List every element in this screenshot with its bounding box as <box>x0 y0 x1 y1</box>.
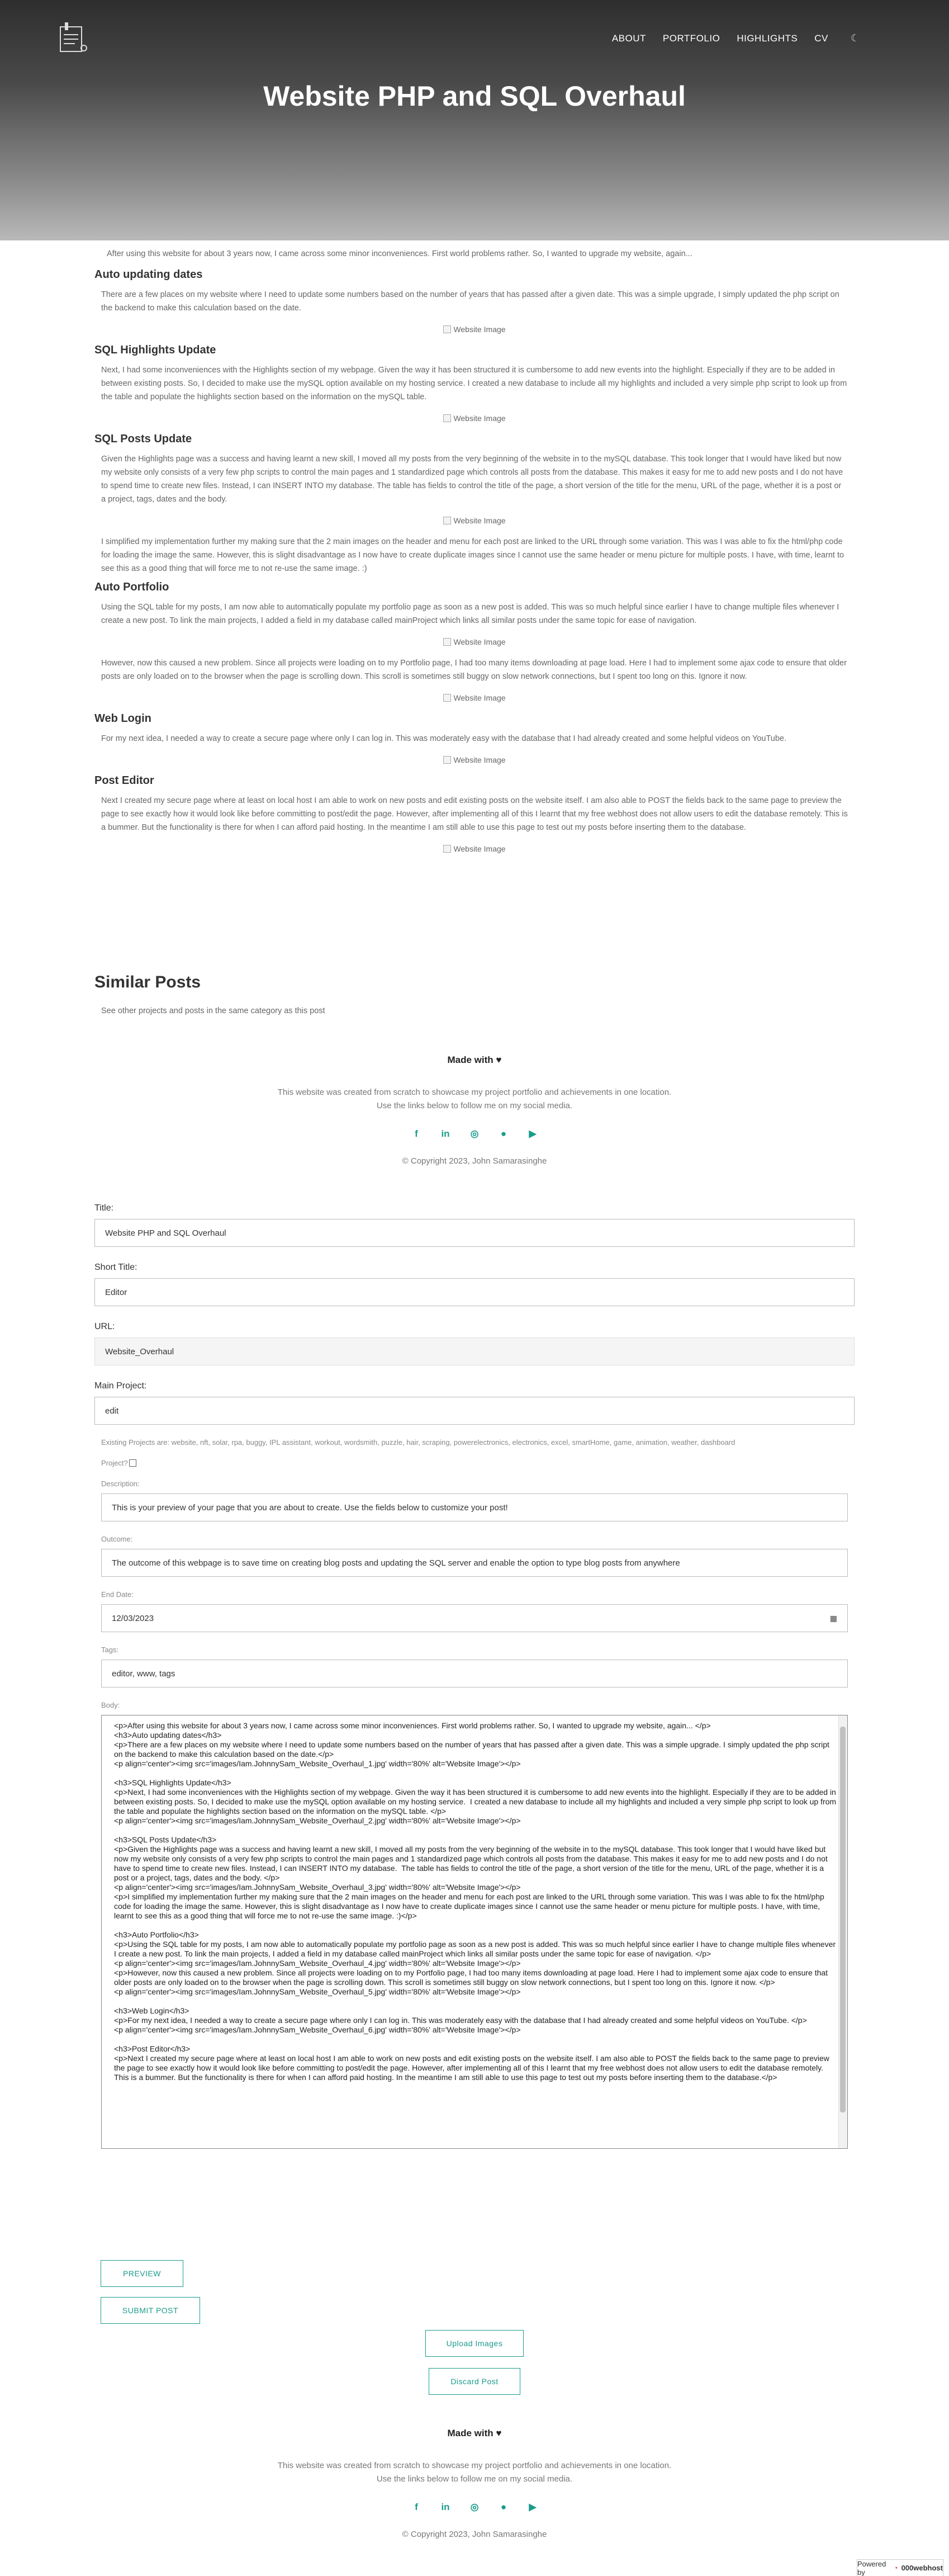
similar-posts <box>94 973 855 1018</box>
facebook-icon[interactable]: f <box>415 2502 418 2512</box>
upload-images-button[interactable]: Upload Images <box>425 2330 524 2357</box>
url-label: URL: <box>94 1322 115 1331</box>
section-heading: SQL Highlights Update <box>94 344 216 356</box>
section-heading: Auto updating dates <box>94 268 203 281</box>
nav-cv[interactable]: CV <box>814 32 828 44</box>
description-label: Description: <box>101 1480 140 1488</box>
section-heading: SQL Posts Update <box>94 433 192 445</box>
post-editor-form <box>94 1203 855 2149</box>
section-paragraph: I simplified my implementation further my making sure that the 2 main images on the header and menu for each post are linked to the URL through some variation. This was I was able to fix the html/php code for loading the image the same. However, this is slight disadvantage as I now have to create duplicate images since I cannot use the same header or menu picture for multiple posts. I have, with time, learnt to see this as a good thing that will force me to not re-use the same image. :) <box>101 537 844 573</box>
nav-highlights[interactable]: HIGHLIGHTS <box>737 32 798 44</box>
broken-image-icon <box>443 756 451 764</box>
github-icon[interactable]: ● <box>500 1128 507 1139</box>
linkedin-icon[interactable]: in <box>441 1128 450 1139</box>
webhost-badge[interactable]: Powered by ◔ 000webhost <box>857 2559 943 2576</box>
tags-label: Tags: <box>101 1646 119 1654</box>
section-paragraph: Given the Highlights page was a success and having learnt a new skill, I moved all my posts from the very beginning of the website in to the mySQL database. This took longer that I would have liked but now my website only consists of a very few php scripts to control the main pages and 1 standardized page which controls all posts from the database. This makes it easy for me to add new posts and I do not have to spend time to create new files. Instead, I can INSERT INTO my database. The table has fields to control the title of the page, a short version of the title for the menu, URL of the page, whether it is a post or a project, tags, dates and the body. <box>101 455 843 504</box>
section-paragraph: There are a few places on my website where I need to update some numbers based on the number of years that has passed after a given date. This was a simple upgrade, I simply updated the php script on the backend to make this calculation based on the date. <box>101 290 839 313</box>
similar-title: Similar Posts <box>94 973 201 991</box>
footer <box>0 1055 949 1166</box>
discard-post-button[interactable]: Discard Post <box>429 2368 520 2395</box>
footer-bottom <box>0 2428 949 2539</box>
post-image: Website Image <box>94 844 855 853</box>
project-checkbox[interactable] <box>129 1459 136 1467</box>
post-image: Website Image <box>94 637 855 646</box>
moon-icon[interactable]: ☾ <box>850 32 860 44</box>
broken-image-icon <box>443 694 451 702</box>
made-with: Made with ♥ <box>447 2428 502 2438</box>
post-image: Website Image <box>94 414 855 423</box>
heart-icon: ♥ <box>496 2428 502 2438</box>
post-image: Website Image <box>94 325 855 334</box>
tags-input[interactable]: editor, www, tags <box>101 1660 848 1688</box>
broken-image-icon <box>443 414 451 422</box>
short-title-input[interactable]: Editor <box>94 1278 855 1306</box>
post-image: Website Image <box>94 693 855 702</box>
heart-icon: ♥ <box>496 1055 502 1065</box>
body-textarea[interactable]: <p>After using this website for about 3 years now, I came across some minor inconveniences. First world problems rather. So, I wanted to upgrade my website, again... </p> <h3>Auto updating dates</h3> <p>There are a few places on my website where I need to update some numbers based on the number of years that has passed after a given date. This was a simple upgrade. I simply updated the php script on the backend to make this calculation based on the date.</p> <p align='center'><img src='images/Iam.JohnnySam_Website_Overhaul_1.jpg' width='80%' alt='Website Image'></p> <h3>SQL Highlights Update</h3> <p>Next, I had some inconveniences with the Highlights section of my webpage. Given the way it has been structured it is cumbersome to add new events into the highlight. Especially if they are to be added in between existing posts. So, I decided to make use the mySQL option available on my hosting service. I created a new database to include all my highlights and included a very simple php script to look up from the table and populate the highlights section based on the information on the mySQL table. </p> <p align='center'><img src='images/Iam.JohnnySam_Website_Overhaul_2.jpg' width='80%' alt='Website Image'></p> <h3>SQL Posts Update</h3> <p>Given the Highlights page was a success and having learnt a new skill, I moved all my posts from the very beginning of the website in to the mySQL database. This took longer that I would have liked but now my website only consists of a very few php scripts to control the main pages and 1 standardized page which controls all posts from the database. This makes it easy for me to add new posts and I do not have to spend time to create new files. Instead, I can INSERT INTO my database. The table has fields to control the title of the page, a short version of the title for the menu, URL of the page, whether it is a post or a project, tags, dates and the body. </p> <p align='center'><img src='images/Iam.JohnnySam_Website_Overhaul_3.jpg' width='80%' alt='Website Image'></p> <p>I simplified my implementation further my making sure that the 2 main images on the header and menu for each post are linked to the URL through some variation. This was I was able to fix the html/php code for loading the image the same. However, this is slight disadvantage as I now have to create duplicate images since I cannot use the same header or menu picture for multiple posts. I have, with time, learnt to see this as a good thing that will force me to not re-use the same image. :)</p> <h3>Auto Portfolio</h3> <p>Using the SQL table for my posts, I am now able to automatically populate my portfolio page as soon as a new post is added. This was so much helpful since earlier I have to change multiple files whenever I create a new post. To link the main projects, I added a field in my database called mainProject which links all similar posts under the same topic for ease of navigation. </p> <p align='center'><img src='images/Iam.JohnnySam_Website_Overhaul_4.jpg' width='80%' alt='Website Image'></p> <p>However, now this caused a new problem. Since all projects were loading on to my Portfolio page, I had too many items downloading at page load. Here I had to implement some ajax code to ensure that older posts are only loaded on to the browser when the page is scrolling down. This scroll is sometimes still buggy on slow network connections, but I spent too long on this. Ignore it now. </p> <p align='center'><img src='images/Iam.JohnnySam_Website_Overhaul_5.jpg' width='80%' alt='Website Image'></p> <h3>Web Login</h3> <p>For my next idea, I needed a way to create a secure page where only I can log in. This was moderately easy with the database that I had already created and some helpful videos on YouTube. </p> <p align='center'><img src='images/Iam.JohnnySam_Website_Overhaul_6.jpg' width='80%' alt='Website Image'></p> <h3>Post Editor</h3> <p>Next I created my secure page where at least on local host I am able to work on new posts and edit existing posts on the website itself. I am also able to POST the fields back to the same page to preview the page to see exactly how it would look like before committing to post/edit the page. However, after implementing all of this I learnt that my free webhost does not allow users to edit the database remotely. This is a bummer. But the functionality is there for when I can afford paid hosting. In the meantime I am still able to use this page to test out my posts before inserting them to the database.</p> <box>101 1715 848 2149</box>
section-paragraph: For my next idea, I needed a way to create a secure page where only I can log in. This was moderately easy with the database that I had already created and some helpful videos on YouTube. <box>101 734 786 743</box>
section-heading: Post Editor <box>94 774 154 787</box>
outcome-label: Outcome: <box>101 1535 133 1543</box>
title-input[interactable]: Website PHP and SQL Overhaul <box>94 1219 855 1247</box>
broken-image-icon <box>443 638 451 646</box>
section-paragraph: Using the SQL table for my posts, I am now able to automatically populate my portfolio page as soon as a new post is added. This was so much helpful since earlier I have to change multiple files whenever I create a new post. To link the main projects, I added a field in my database called mainProject which links all similar posts under the same topic for ease of navigation. <box>101 603 839 625</box>
url-input[interactable]: Website_Overhaul <box>94 1337 855 1365</box>
section-heading: Auto Portfolio <box>94 581 169 593</box>
instagram-icon[interactable]: ◎ <box>470 2502 479 2512</box>
section-paragraph: Next, I had some inconveniences with the Highlights section of my webpage. Given the way it has been structured it is cumbersome to add new events into the highlight. Especially if they are to be added in between existing posts. So, I decided to make use the mySQL option available on my hosting service. I created a new database to include all my highlights and included a very simple php script to look up from the table and populate the highlights section based on the information on the mySQL table. <box>101 366 847 401</box>
title-label: Title: <box>94 1203 114 1213</box>
similar-text: See other projects and posts in the same category as this post <box>101 1006 325 1015</box>
social-links <box>0 2502 949 2513</box>
copyright: © Copyright 2023, John Samarasinghe <box>402 2530 547 2539</box>
post-image: Website Image <box>94 516 855 525</box>
body-label: Body: <box>101 1701 120 1709</box>
broken-image-icon <box>443 517 451 524</box>
end-date-label: End Date: <box>101 1590 134 1599</box>
footer-desc: This website was created from scratch to showcase my project portfolio and achievements in one location. Use the links below to follow me on my social media. <box>277 1088 672 1110</box>
facebook-icon[interactable]: f <box>415 1128 418 1139</box>
preview-button[interactable]: PREVIEW <box>101 2260 183 2287</box>
post-intro: After using this website for about 3 years now, I came across some minor inconveniences. First world problems rather. So, I wanted to upgrade my website, again... <box>107 249 692 258</box>
nav-about[interactable]: ABOUT <box>611 32 646 44</box>
scrollbar[interactable] <box>838 1715 847 2148</box>
broken-image-icon <box>443 325 451 333</box>
section-paragraph: Next I created my secure page where at least on local host I am able to work on new posts and edit existing posts on the website itself. I am also able to POST the fields back to the same page to preview the page to see exactly how it would look like before committing to post/edit the page. However, after implementing all of this I learnt that my free webhost does not allow users to edit the database remotely. This is a bummer. But the functionality is there for when I can afford paid hosting. In the meantime I am still able to use this page to test out my posts before inserting them to the database. <box>101 796 848 832</box>
short-title-label: Short Title: <box>94 1263 137 1272</box>
section-paragraph: However, now this caused a new problem. Since all projects were loading on to my Portfolio page, I had too many items downloading at page load. Here I had to implement some ajax code to ensure that older posts are only loaded on to the browser when the page is scrolling down. This scroll is sometimes still buggy on slow network connections, but I spent too long on this. Ignore it now. <box>101 659 847 681</box>
section-heading: Web Login <box>94 712 151 725</box>
youtube-icon[interactable]: ▶ <box>529 1128 537 1139</box>
submit-post-button[interactable]: SUBMIT POST <box>101 2297 200 2324</box>
copyright: © Copyright 2023, John Samarasinghe <box>402 1156 547 1166</box>
hero-header <box>0 0 949 240</box>
calendar-icon[interactable]: ▦ <box>829 1613 837 1623</box>
webhost-logo-icon: ◔ <box>893 2564 898 2572</box>
social-links <box>0 1128 949 1140</box>
end-date-input[interactable]: 12/03/2023 ▦ <box>101 1604 848 1632</box>
footer-desc: This website was created from scratch to showcase my project portfolio and achievements in one location. Use the links below to follow me on my social media. <box>277 2461 672 2484</box>
made-with: Made with ♥ <box>447 1055 502 1065</box>
instagram-icon[interactable]: ◎ <box>470 1128 479 1139</box>
github-icon[interactable]: ● <box>500 2502 507 2512</box>
main-project-input[interactable]: edit <box>94 1397 855 1425</box>
broken-image-icon <box>443 845 451 853</box>
existing-projects: Existing Projects are: website, nft, solar, rpa, buggy, IPL assistant, workout, wordsmith, puzzle, hair, scraping, powerelectronics, electronics, excel, smartHome, game, animation, weather, dashboard <box>101 1438 736 1447</box>
description-input[interactable]: This is your preview of your page that you are about to create. Use the fields below to customize your post! <box>101 1493 848 1521</box>
post-body <box>94 247 855 863</box>
main-project-label: Main Project: <box>94 1381 147 1391</box>
main-nav <box>612 32 860 44</box>
youtube-icon[interactable]: ▶ <box>529 2502 537 2512</box>
post-image: Website Image <box>94 755 855 764</box>
page-title: Website PHP and SQL Overhaul <box>263 81 686 112</box>
nav-portfolio[interactable]: PORTFOLIO <box>662 32 720 44</box>
project-checkbox-row: Project? <box>94 1459 855 1467</box>
outcome-input[interactable]: The outcome of this webpage is to save time on creating blog posts and updating the SQL server and enable the option to type blog posts from anywhere <box>101 1549 848 1577</box>
site-logo[interactable] <box>55 21 89 55</box>
linkedin-icon[interactable]: in <box>441 2502 450 2512</box>
